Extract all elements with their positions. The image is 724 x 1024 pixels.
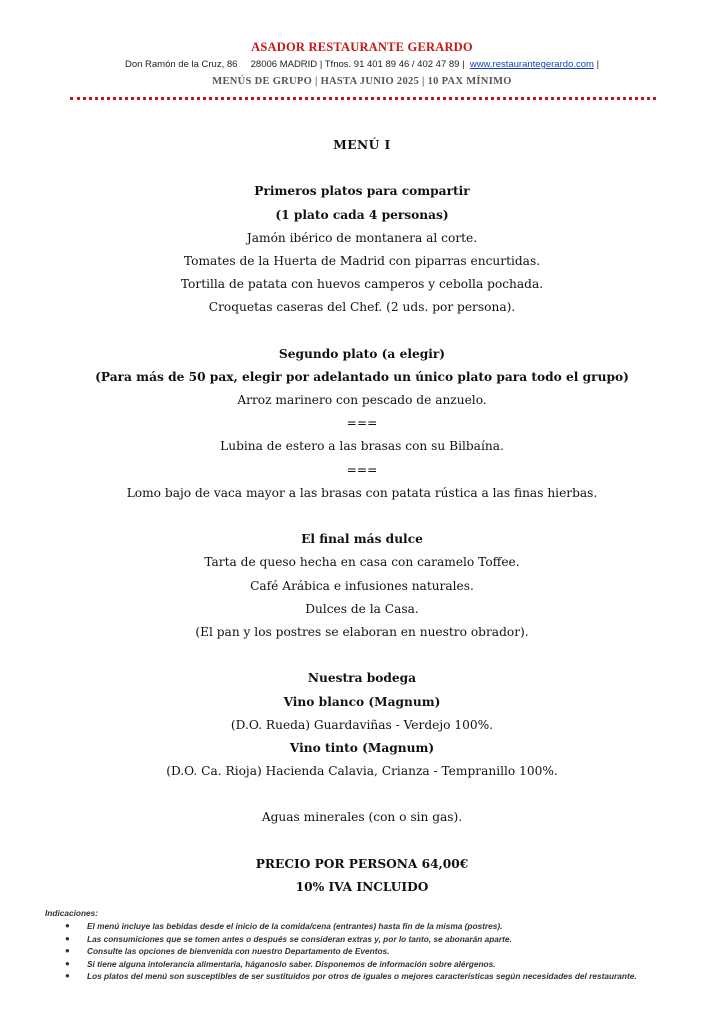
price: PRECIO POR PERSONA 64,00€ <box>255 856 469 871</box>
option-separator: === <box>346 462 378 477</box>
indication-text: El menú incluye las bebidas desde el inicio de la comida/cena (entrantes) hasta fin de la misma (postres). <box>87 921 503 931</box>
menu-body <box>0 134 724 899</box>
indication-text: Las consumiciones que se tomen antes o después se consideran extras y, por lo tanto, se abonarán aparte. <box>87 933 512 944</box>
main-option: Lomo bajo de vaca mayor a las brasas con patata rústica a las finas hierbas. <box>126 485 598 500</box>
main-heading: Segundo plato (a elegir) <box>278 346 446 361</box>
bullet-icon: ● <box>65 921 70 930</box>
main-option: Arroz marinero con pescado de anzuelo. <box>237 393 487 408</box>
bullet-icon: ● <box>65 971 70 980</box>
indication-text: Si tiene alguna intolerancia alimentaria, háganoslo saber. Disponemos de información sobre alérgenos. <box>87 958 496 969</box>
spacer <box>0 320 724 343</box>
indication-item <box>45 920 665 933</box>
vat-note: 10% IVA INCLUIDO <box>295 880 429 894</box>
address: Don Ramón de la Cruz, 86 <box>124 59 238 70</box>
bullet-icon: ● <box>65 933 70 943</box>
indication-text: Los platos del menú son susceptibles de ser sustituidos por otros de iguales o mejores características según necesidades del restaurante. <box>87 971 637 981</box>
contact-line <box>0 59 724 70</box>
spacer <box>0 830 724 853</box>
dessert-heading: El final más dulce <box>301 532 423 547</box>
white-wine: (D.O. Rueda) Guardaviñas - Verdejo 100%. <box>230 717 494 732</box>
indication-text: Consulte las opciones de bienvenida con nuestro Departamento de Eventos. <box>87 946 390 956</box>
water: Aguas minerales (con o sin gas). <box>261 810 463 825</box>
starters-note: (1 plato cada 4 personas) <box>275 207 449 222</box>
indications-heading: Indicaciones: <box>45 908 99 918</box>
menu-title: MENÚ I <box>333 138 391 152</box>
header-divider <box>70 97 656 100</box>
website-link[interactable]: www.restaurantegerardo.com <box>469 59 594 70</box>
dessert-item: Café Arábica e infusiones naturales. <box>250 578 474 593</box>
city: 28006 MADRID <box>250 59 318 70</box>
main-option: Lubina de estero a las brasas con su Bilbaína. <box>220 439 504 454</box>
red-wine-heading: Vino tinto (Magnum) <box>289 740 435 755</box>
spacer <box>0 505 724 528</box>
indication-item <box>45 945 665 958</box>
dessert-item: Dulces de la Casa. <box>305 601 419 616</box>
indication-item <box>45 970 665 983</box>
restaurant-name: ASADOR RESTAURANTE GERARDO <box>251 40 473 54</box>
white-wine-heading: Vino blanco (Magnum) <box>283 694 441 709</box>
main-note: (Para más de 50 pax, elegir por adelantado un único plato para todo el grupo) <box>95 369 629 384</box>
dessert-item: Tarta de queso hecha en casa con caramelo Toffee. <box>204 555 520 570</box>
spacer <box>0 644 724 667</box>
wine-heading: Nuestra bodega <box>307 671 417 686</box>
trailing-separator: | <box>596 59 600 70</box>
indications <box>45 908 665 983</box>
option-separator: === <box>346 416 378 431</box>
starter-item: Tortilla de patata con huevos camperos y cebolla pochada. <box>180 277 544 292</box>
bullet-icon: ● <box>65 958 70 968</box>
red-wine: (D.O. Ca. Rioja) Hacienda Calavia, Crianza - Tempranillo 100%. <box>166 764 558 779</box>
bullet-icon: ● <box>65 946 70 955</box>
spacer <box>0 783 724 806</box>
indication-item <box>45 958 665 971</box>
spacer <box>0 157 724 180</box>
starters-heading: Primeros platos para compartir <box>254 184 470 199</box>
menu-subtitle: MENÚS DE GRUPO | HASTA JUNIO 2025 | 10 PAX MÍNIMO <box>212 76 512 87</box>
starter-item: Jamón ibérico de montanera al corte. <box>246 230 478 245</box>
starter-item: Tomates de la Huerta de Madrid con piparras encurtidas. <box>183 253 541 268</box>
phones: | Tfnos. 91 401 89 46 / 402 47 89 | <box>319 59 465 70</box>
dessert-item: (El pan y los postres se elaboran en nuestro obrador). <box>195 624 529 639</box>
starter-item: Croquetas caseras del Chef. (2 uds. por persona). <box>208 300 516 315</box>
indication-item <box>45 933 665 946</box>
indications-list <box>45 920 665 983</box>
